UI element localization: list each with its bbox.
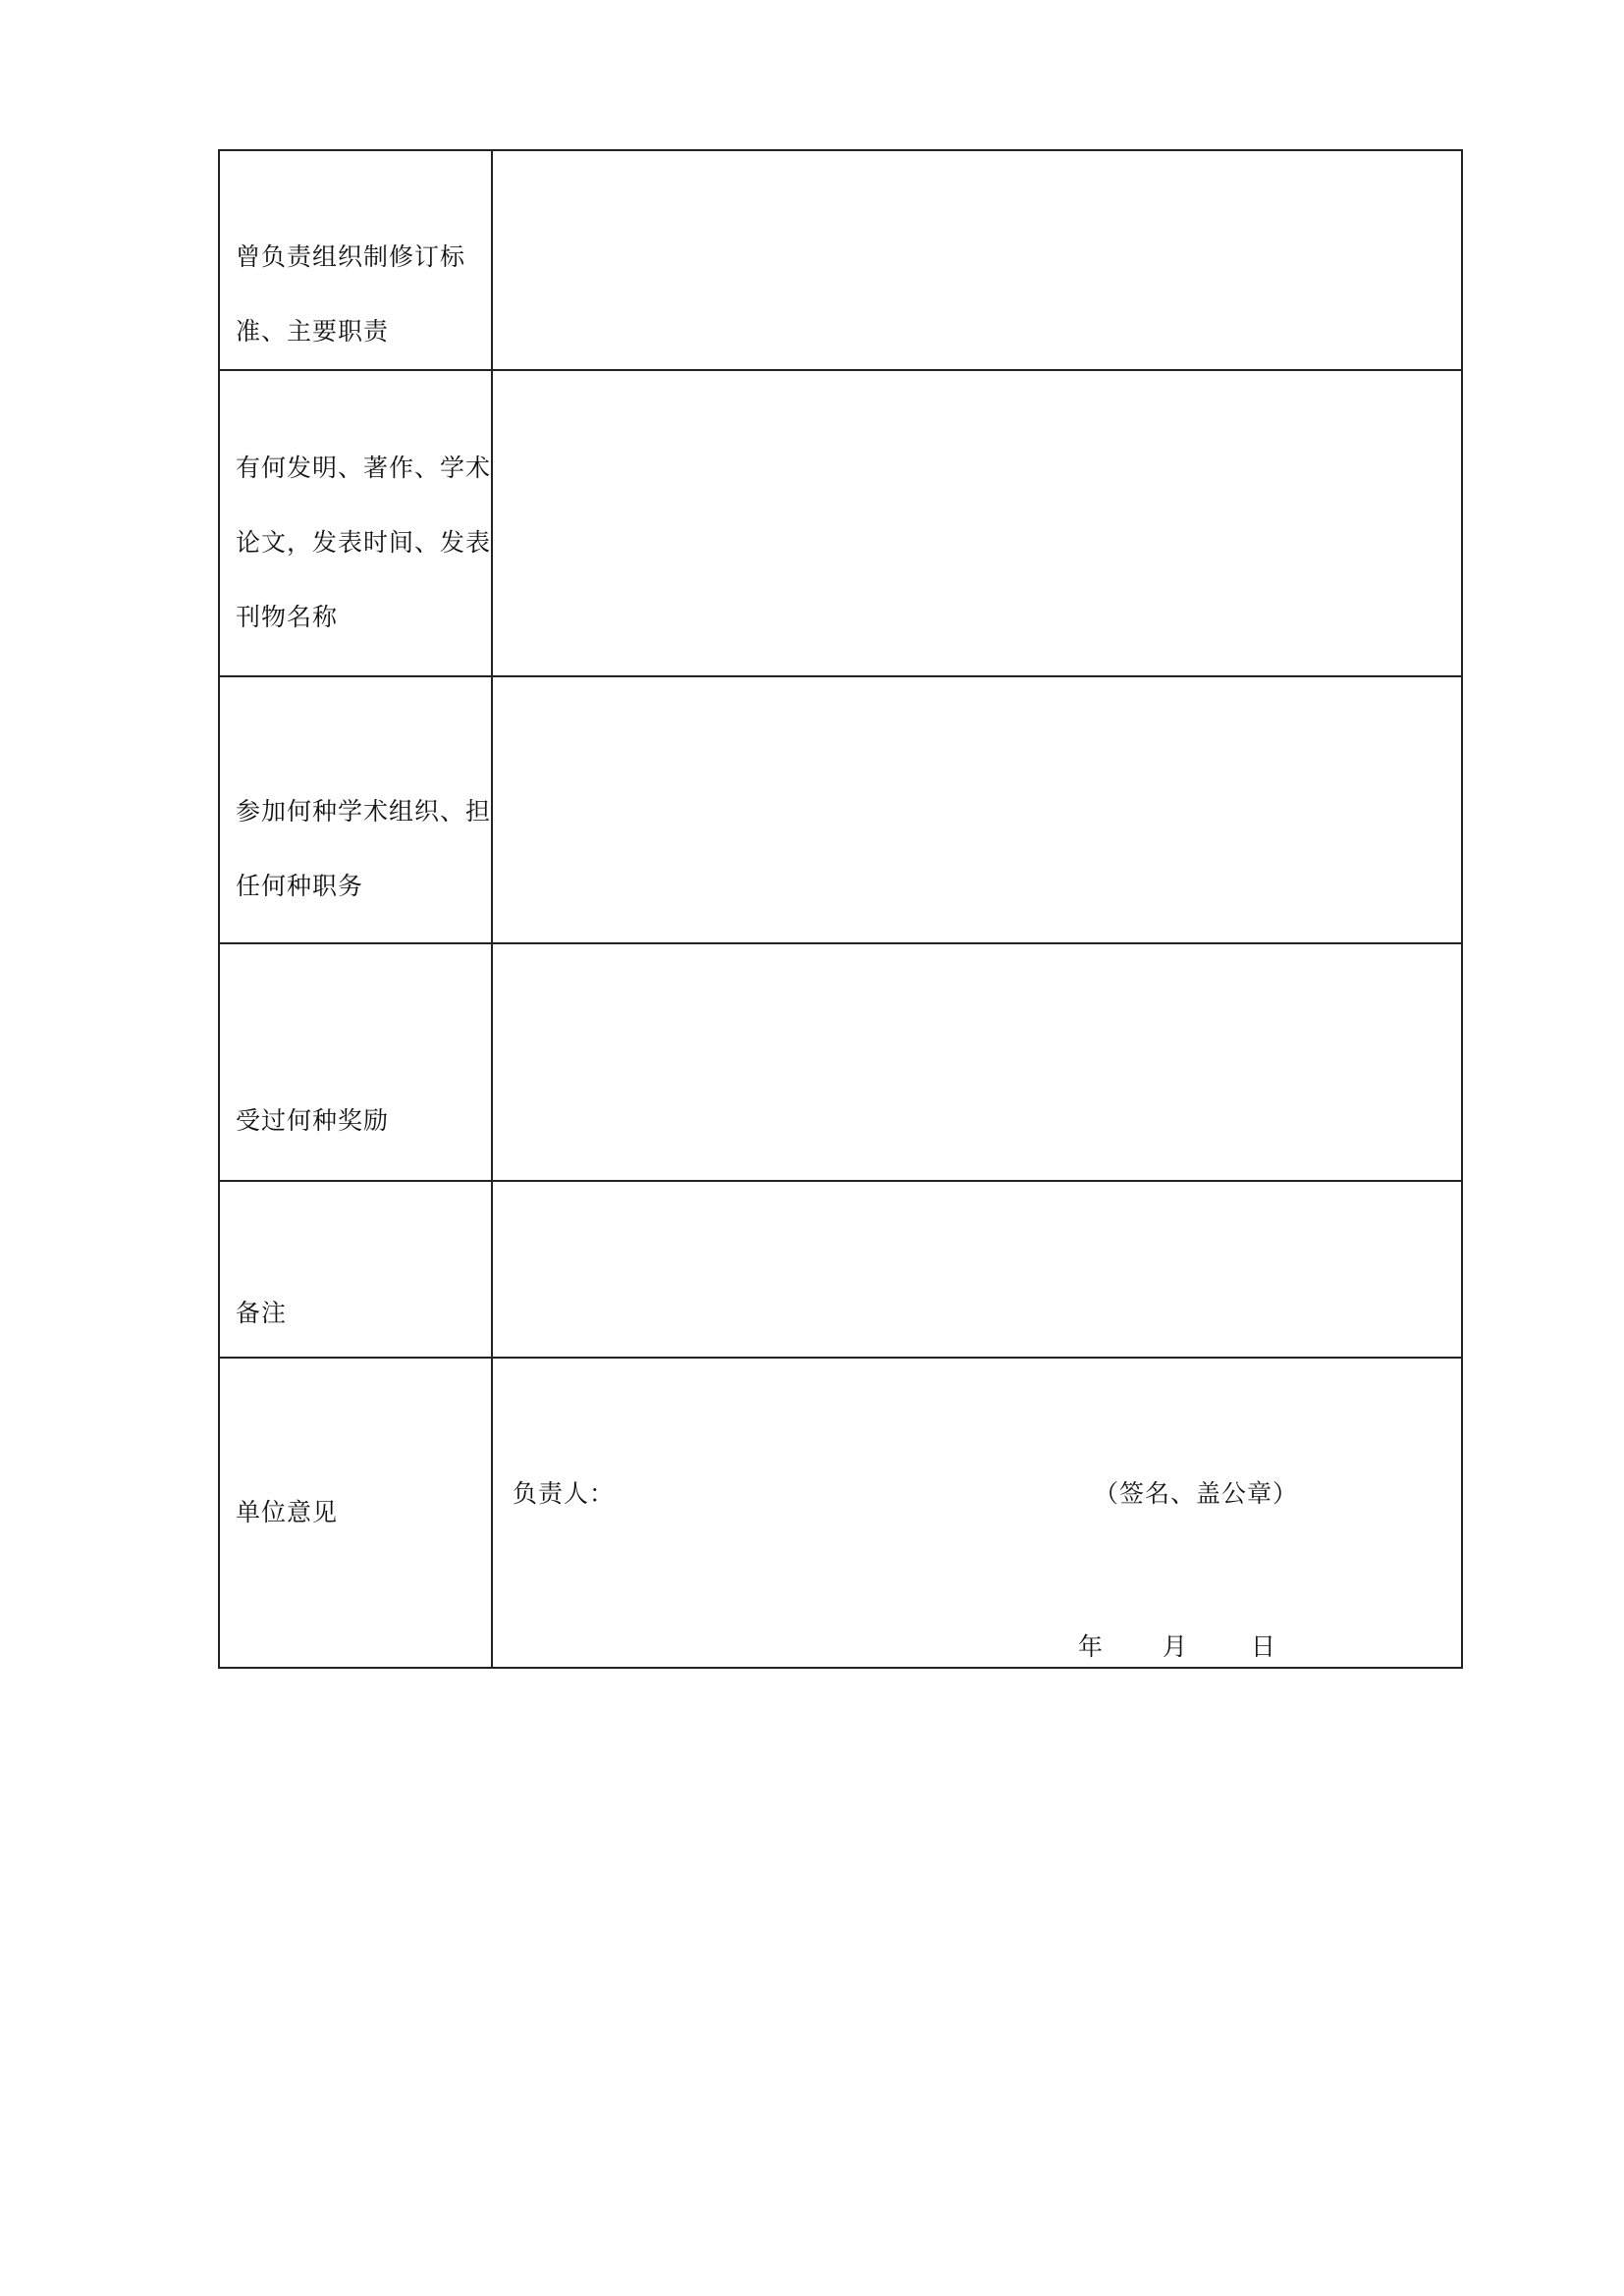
application-form-table [218,149,1463,1669]
row-label-standards: 曾负责组织制修订标 准、主要职责 [236,242,466,346]
form-row-remarks [219,1181,1462,1358]
unit-opinion-field[interactable] [492,1358,1462,1668]
remarks-content-field[interactable] [492,1181,1462,1358]
date-line [1078,1628,1275,1663]
row-label-cell [219,370,492,676]
form-row-unit-opinion [219,1358,1462,1668]
organizations-content-field[interactable] [492,676,1462,943]
form-row-standards [219,150,1462,370]
row-label-cell [219,1181,492,1358]
form-row-organizations [219,676,1462,943]
row-label-unit-opinion: 单位意见 [236,1498,339,1526]
signature-seal-note: （签名、盖公章） [1094,1479,1299,1508]
row-label-cell [219,676,492,943]
standards-content-field[interactable] [492,150,1462,370]
awards-content-field[interactable] [492,943,1462,1181]
row-label-cell [219,150,492,370]
responsible-person-label: 负责人： [513,1479,616,1508]
form-row-publications [219,370,1462,676]
form-row-awards [219,943,1462,1181]
row-label-cell [219,1358,492,1668]
row-label-organizations: 参加何种学术组织、担 任何种职务 [236,797,492,900]
row-label-cell [219,943,492,1181]
date-month-label: 月 [1163,1632,1188,1661]
date-year-label: 年 [1078,1632,1104,1661]
date-day-label: 日 [1251,1632,1276,1661]
publications-content-field[interactable] [492,370,1462,676]
unit-opinion-box [493,1361,1461,1665]
row-label-publications: 有何发明、著作、学术 论文，发表时间、发表 刊物名称 [236,454,492,631]
row-label-remarks: 备注 [236,1299,288,1327]
row-label-awards: 受过何种奖励 [236,1106,390,1135]
